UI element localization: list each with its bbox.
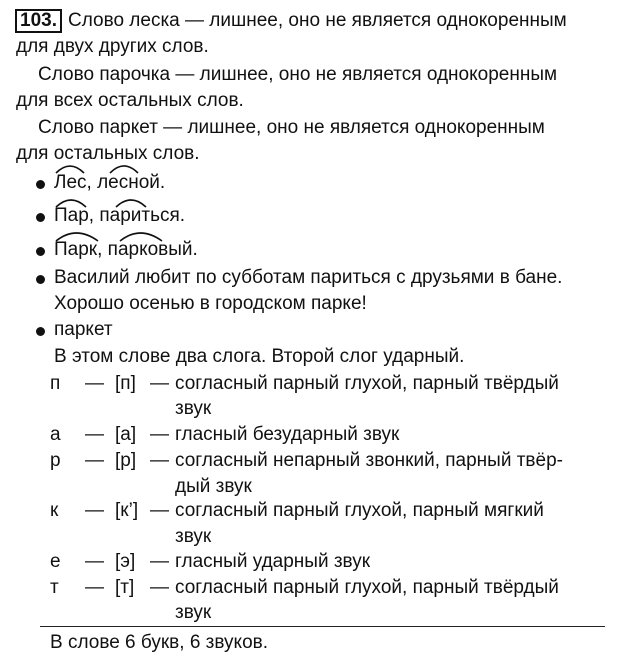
row-3-letter: р xyxy=(50,450,61,471)
row-6-desc-1: согласный парный глухой, парный твёрдый xyxy=(175,577,559,598)
row-4-sound: [к’] xyxy=(115,500,139,521)
row-2-sound: [а] xyxy=(115,424,137,445)
row-4-desc-2: звук xyxy=(175,526,212,547)
row-5-dash: — xyxy=(85,551,104,572)
bullet-dot xyxy=(36,180,45,189)
row-6-letter: т xyxy=(50,577,59,598)
bullet-3-text: Парк, парковый. xyxy=(54,239,198,260)
paragraph-1-line-2: для двух других слов. xyxy=(16,36,209,57)
row-3-desc-1: согласный непарный звонкий, парный твёр- xyxy=(175,450,563,471)
row-1-desc-2: звук xyxy=(175,398,212,419)
row-5-dash-2: — xyxy=(150,551,169,572)
summary-text: В слове 6 букв, 6 звуков. xyxy=(50,632,269,653)
row-2-desc-1: гласный безударный звук xyxy=(175,424,400,445)
bullet-dot xyxy=(36,213,45,222)
row-1-desc-1: согласный парный глухой, парный твёрдый xyxy=(175,373,559,394)
row-3-dash: — xyxy=(85,450,104,471)
row-3-sound: [р] xyxy=(115,450,137,471)
bullet-1-text: Лес, лесной. xyxy=(54,172,166,193)
bullet-dot xyxy=(36,327,45,336)
task-number: 103. xyxy=(15,9,62,33)
row-4-letter: к xyxy=(50,500,59,521)
bullet-4-line-1: Василий любит по субботам париться с друзьями в бане. xyxy=(54,267,563,288)
row-6-desc-2: звук xyxy=(175,602,212,623)
row-2-dash: — xyxy=(85,424,104,445)
row-6-dash: — xyxy=(85,577,104,598)
row-6-dash-2: — xyxy=(150,577,169,598)
bullet-5-text: паркет xyxy=(54,319,113,340)
row-4-dash: — xyxy=(85,500,104,521)
bullet-dot xyxy=(36,247,45,256)
row-2-dash-2: — xyxy=(150,424,169,445)
row-1-letter: п xyxy=(50,373,61,394)
divider-line xyxy=(40,626,605,627)
row-4-dash-2: — xyxy=(150,500,169,521)
row-3-dash-2: — xyxy=(150,450,169,471)
bullet-dot xyxy=(36,275,45,284)
row-1-dash-2: — xyxy=(150,373,169,394)
row-3-desc-2: дый звук xyxy=(175,476,252,497)
row-4-desc-1: согласный парный глухой, парный мягкий xyxy=(175,500,544,521)
row-1-dash: — xyxy=(85,373,104,394)
analysis-intro: В этом слове два слога. Второй слог ударный. xyxy=(54,346,465,367)
bullet-4-line-2: Хорошо осенью в городском парке! xyxy=(54,293,367,314)
row-5-letter: е xyxy=(50,551,61,572)
bullet-2-text: Пар, париться. xyxy=(54,205,186,226)
paragraph-2-line-1: Слово парочка — лишнее, оно не является однокоренным xyxy=(38,64,558,85)
task-line-1 xyxy=(15,9,567,31)
paragraph-2-line-2: для всех остальных слов. xyxy=(16,90,244,111)
row-1-sound: [п] xyxy=(115,373,136,394)
paragraph-3-line-1: Слово паркет — лишнее, оно не является однокоренным xyxy=(38,117,545,138)
row-5-sound: [э] xyxy=(115,551,136,572)
row-5-desc-1: гласный ударный звук xyxy=(175,551,371,572)
paragraph-3-line-2: для остальных слов. xyxy=(16,143,200,164)
row-2-letter: а xyxy=(50,424,61,445)
row-6-sound: [т] xyxy=(115,577,135,598)
paragraph-1-line-1: Слово леска — лишнее, оно не является однокоренным xyxy=(67,10,567,31)
